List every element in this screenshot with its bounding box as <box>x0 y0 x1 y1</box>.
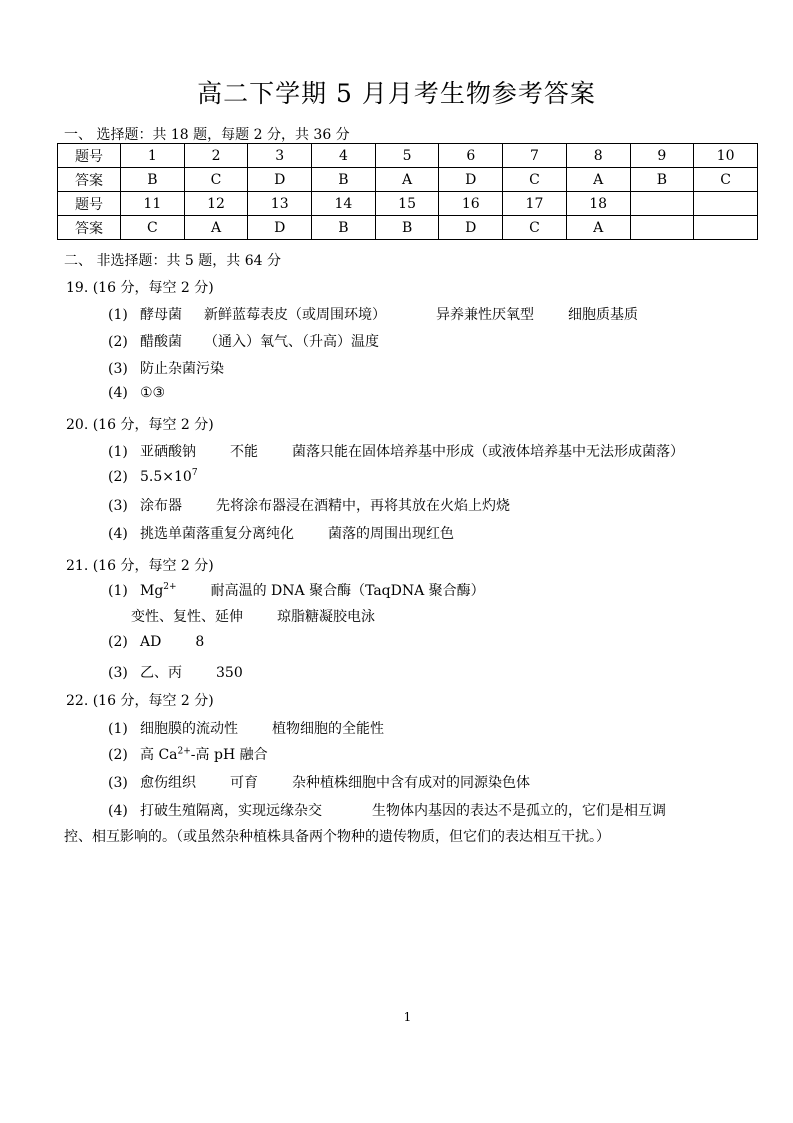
table-cell: 2 <box>184 144 248 168</box>
answer-text: 菌落的周围出现红色 <box>328 526 454 542</box>
part-number: (4) <box>108 526 128 542</box>
part-number: (2) <box>108 747 128 763</box>
table-row <box>58 216 758 240</box>
answer-text: 异养兼性厌氧型 <box>436 307 534 323</box>
answer-text: AD <box>140 634 162 650</box>
question-22-header: 22. (16 分，每空 2 分) <box>66 693 214 709</box>
answer-text: 8 <box>195 634 205 650</box>
table-cell: C <box>184 168 248 192</box>
table-cell: B <box>312 168 376 192</box>
answer-text: 防止杂菌污染 <box>140 361 224 377</box>
part-number: (4) <box>108 803 128 819</box>
table-cell <box>694 192 758 216</box>
table-cell: 5 <box>375 144 439 168</box>
question-22-part-4-continued: 控、相互影响的。（或虽然杂种植株具备两个物种的遗传物质，但它们的表达相互干扰。） <box>64 829 610 845</box>
table-cell: 13 <box>248 192 312 216</box>
answer-text: 不能 <box>230 444 258 460</box>
table-cell: 12 <box>184 192 248 216</box>
table-cell: D <box>439 168 503 192</box>
question-22-part-3 <box>108 772 530 792</box>
question-20-part-1 <box>108 441 684 461</box>
part-number: (3) <box>108 498 128 514</box>
table-cell: C <box>121 216 185 240</box>
table-cell: D <box>248 168 312 192</box>
part-number: (4) <box>108 385 128 401</box>
table-cell: 9 <box>630 144 694 168</box>
ion-charge: 2+ <box>163 582 177 593</box>
answer-text <box>140 582 177 599</box>
answer-text: 涂布器 <box>140 498 182 514</box>
table-cell: 7 <box>503 144 567 168</box>
table-cell <box>630 216 694 240</box>
answer-text: 琼脂糖凝胶电泳 <box>277 609 375 625</box>
question-20-part-3 <box>108 495 510 515</box>
answer-text: 植物细胞的全能性 <box>272 721 384 737</box>
answer-text: 打破生殖隔离，实现远缘杂交 <box>140 803 322 819</box>
answer-text: （通入）氧气、（升高）温度 <box>204 334 379 350</box>
table-cell: B <box>121 168 185 192</box>
row-label-question: 题号 <box>58 144 121 168</box>
table-cell: 3 <box>248 144 312 168</box>
answer-text: 350 <box>216 665 243 681</box>
table-cell: C <box>503 168 567 192</box>
row-label-answer: 答案 <box>58 168 121 192</box>
answer-text: 变性、复性、延伸 <box>131 609 243 625</box>
answer-text: 耐高温的 DNA 聚合酶（TaqDNA 聚合酶） <box>210 583 485 599</box>
answer-text: 酵母菌 <box>140 307 182 323</box>
answer-text: 先将涂布器浸在酒精中，再将其放在火焰上灼烧 <box>216 498 510 514</box>
table-cell: 6 <box>439 144 503 168</box>
answer-text <box>140 468 198 485</box>
answer-text: 挑选单菌落重复分离纯化 <box>140 526 294 542</box>
table-cell: C <box>694 168 758 192</box>
answer-text-suffix: -高 pH 融合 <box>190 747 268 763</box>
table-cell <box>694 216 758 240</box>
table-cell <box>630 192 694 216</box>
table-cell: B <box>312 216 376 240</box>
table-cell: 17 <box>503 192 567 216</box>
part-number: (1) <box>108 307 128 323</box>
answer-text: 可育 <box>230 775 258 791</box>
answer-text: 亚硒酸钠 <box>140 444 196 460</box>
exponent: 7 <box>191 468 198 478</box>
question-19-header: 19. (16 分，每空 2 分) <box>66 280 214 296</box>
answer-text: 新鲜蓝莓表皮（或周围环境） <box>204 307 386 323</box>
table-cell: 18 <box>566 192 630 216</box>
question-19-part-4 <box>108 385 165 401</box>
answer-table <box>57 143 758 240</box>
answer-text: 杂种植株细胞中含有成对的同源染色体 <box>292 775 530 791</box>
question-21-part-1 <box>108 580 485 600</box>
question-22-part-2 <box>108 744 268 764</box>
table-row <box>58 168 758 192</box>
table-cell: A <box>566 168 630 192</box>
table-row <box>58 192 758 216</box>
answer-text-prefix: 高 Ca <box>140 747 178 763</box>
question-21-part-1-continued <box>131 606 375 626</box>
answer-text: 细胞膜的流动性 <box>140 721 238 737</box>
page-number: 1 <box>403 1010 412 1024</box>
number-base: 5.5×10 <box>140 468 192 485</box>
part-number: (1) <box>108 721 128 737</box>
part-number: (1) <box>108 444 128 460</box>
row-label-question: 题号 <box>58 192 121 216</box>
table-cell: 1 <box>121 144 185 168</box>
table-cell: 4 <box>312 144 376 168</box>
table-cell: 10 <box>694 144 758 168</box>
part-number: (2) <box>108 634 128 650</box>
table-cell: D <box>248 216 312 240</box>
ion-symbol: Mg <box>140 583 164 599</box>
table-cell: 8 <box>566 144 630 168</box>
question-20-part-4 <box>108 523 454 543</box>
section-heading-multiple-choice: 一、 选择题：共 18 题，每题 2 分，共 36 分 <box>64 127 350 143</box>
answer-text <box>140 744 268 764</box>
answer-text: 醋酸菌 <box>140 334 182 350</box>
table-cell: B <box>630 168 694 192</box>
question-21-part-3 <box>108 662 243 682</box>
question-22-part-4 <box>108 800 666 820</box>
question-21-part-2 <box>108 634 204 650</box>
table-cell: D <box>439 216 503 240</box>
page-title: 高二下学期 5 月月考生物参考答案 <box>197 79 596 108</box>
table-cell: 11 <box>121 192 185 216</box>
answer-text: 细胞质基质 <box>568 307 638 323</box>
question-20-header: 20. (16 分，每空 2 分) <box>66 417 214 433</box>
table-cell: C <box>503 216 567 240</box>
table-row <box>58 144 758 168</box>
part-number: (3) <box>108 775 128 791</box>
question-22-part-1 <box>108 718 384 738</box>
answer-text: 生物体内基因的表达不是孤立的，它们是相互调 <box>372 803 666 819</box>
table-cell: 16 <box>439 192 503 216</box>
question-21-header: 21. (16 分，每空 2 分) <box>66 558 214 574</box>
ion-charge: 2+ <box>177 746 191 757</box>
table-cell: A <box>566 216 630 240</box>
part-number: (2) <box>108 468 128 485</box>
answer-text: 愈伤组织 <box>140 775 196 791</box>
part-number: (3) <box>108 361 128 377</box>
section-heading-non-multiple-choice: 二、 非选择题：共 5 题，共 64 分 <box>64 253 281 269</box>
question-20-part-2 <box>108 468 198 485</box>
table-cell: 14 <box>312 192 376 216</box>
table-cell: 15 <box>375 192 439 216</box>
row-label-answer: 答案 <box>58 216 121 240</box>
question-19-part-1 <box>108 304 638 324</box>
table-cell: A <box>375 168 439 192</box>
answer-text: ①③ <box>140 385 166 401</box>
question-19-part-2 <box>108 331 379 351</box>
part-number: (1) <box>108 583 128 599</box>
table-cell: A <box>184 216 248 240</box>
part-number: (2) <box>108 334 128 350</box>
answer-text: 乙、丙 <box>140 665 182 681</box>
table-cell: B <box>375 216 439 240</box>
question-19-part-3 <box>108 358 224 378</box>
part-number: (3) <box>108 665 128 681</box>
answer-text: 菌落只能在固体培养基中形成（或液体培养基中无法形成菌落） <box>292 444 684 460</box>
